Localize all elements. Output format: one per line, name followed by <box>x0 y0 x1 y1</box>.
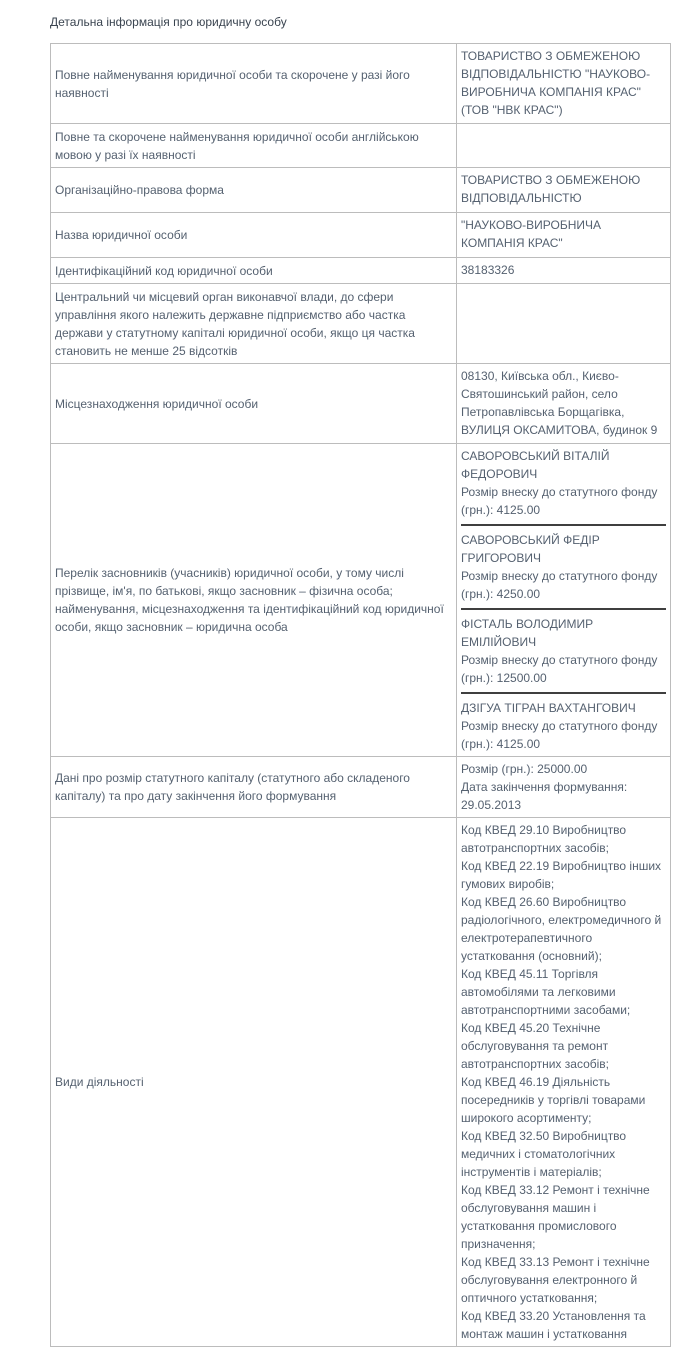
founder-contribution: Розмір внеску до статутного фонду (грн.): 4125.00 <box>461 719 658 751</box>
founder-entry <box>461 524 666 608</box>
activity-item: Код КВЕД 29.10 Виробництво автотранспортних засобів; <box>461 823 627 855</box>
activities-list <box>457 818 671 1347</box>
founder-contribution: Розмір внеску до статутного фонду (грн.): 4125.00 <box>461 485 658 517</box>
founder-name: САВОРОВСЬКИЙ ФЕДІР ГРИГОРОВИЧ <box>461 533 600 565</box>
full-name-value: ТОВАРИСТВО З ОБМЕЖЕНОЮ ВІДПОВІДАЛЬНІСТЮ "НАУКОВО-ВИРОБНИЧА КОМПАНІЯ КРАС" (ТОВ "НВК КРАС") <box>457 44 671 124</box>
founder-entry <box>461 447 666 524</box>
id-code-value: 38183326 <box>457 258 671 284</box>
table-row-authority <box>51 284 671 364</box>
founder-name: ДЗІГУА ТІГРАН ВАХТАНГОВИЧ <box>461 701 636 715</box>
capital-value <box>457 757 671 818</box>
activity-item: Код КВЕД 33.13 Ремонт і технічне обслуговування електронного й оптичного устатковання; <box>461 1255 650 1305</box>
english-name-label: Повне та скорочене найменування юридичної особи англійською мовою у разі їх наявності <box>51 124 457 168</box>
table-row-legal-form <box>51 168 671 213</box>
table-row-capital <box>51 757 671 818</box>
capital-end-date: Дата закінчення формування: 29.05.2013 <box>461 780 628 812</box>
table-row-founders <box>51 444 671 757</box>
legal-form-label: Організаційно-правова форма <box>51 168 457 213</box>
table-row-activities <box>51 818 671 1347</box>
capital-amount: Розмір (грн.): 25000.00 <box>461 762 588 776</box>
page-title: Детальна інформація про юридичну особу <box>50 15 287 29</box>
founder-entry <box>461 692 666 753</box>
full-name-label: Повне найменування юридичної особи та скорочене у разі його наявності <box>51 44 457 124</box>
founders-label: Перелік засновників (учасників) юридичної особи, у тому числі прізвище, ім'я, по батькові, якщо засновник – фізична особа; найменування, місцезнаходження та ідентифікаційний код юридичної особи, якщо засновник – юридична особа <box>51 444 457 757</box>
activity-item: Код КВЕД 45.11 Торгівля автомобілями та легковими автотранспортними засобами; <box>461 967 631 1017</box>
legal-form-value: ТОВАРИСТВО З ОБМЕЖЕНОЮ ВІДПОВІДАЛЬНІСТЮ <box>457 168 671 213</box>
activity-item: Код КВЕД 45.20 Технічне обслуговування та ремонт автотранспортних засобів; <box>461 1021 610 1071</box>
founder-name: ФІСТАЛЬ ВОЛОДИМИР ЕМІЛІЙОВИЧ <box>461 617 594 649</box>
activity-item: Код КВЕД 32.50 Виробництво медичних і стоматологічних інструментів і матеріалів; <box>461 1129 627 1179</box>
founder-contribution: Розмір внеску до статутного фонду (грн.): 4250.00 <box>461 569 658 601</box>
founder-name: САВОРОВСЬКИЙ ВІТАЛІЙ ФЕДОРОВИЧ <box>461 449 610 481</box>
activity-item: Код КВЕД 26.60 Виробництво радіологічного, електромедичного й електротерапевтичного устатковання (основний); <box>461 895 662 963</box>
table-row-full-name <box>51 44 671 124</box>
authority-value <box>457 284 671 364</box>
activity-item: Код КВЕД 33.20 Установлення та монтаж машин і устатковання <box>461 1309 646 1341</box>
activities-label: Види діяльності <box>51 818 457 1347</box>
location-value: 08130, Київська обл., Києво-Святошинський район, село Петропавлівська Борщагівка, ВУЛИЦЯ ОКСАМИТОВА, будинок 9 <box>457 364 671 444</box>
capital-label: Дані про розмір статутного капіталу (статутного або складеного капіталу) та про дату закінчення його формування <box>51 757 457 818</box>
legal-entity-details-table <box>50 43 671 1347</box>
founders-list <box>457 444 671 757</box>
authority-label: Центральний чи місцевий орган виконавчої влади, до сфери управління якого належить державне підприємство або частка держави у статутному капіталі юридичної особи, якщо ця частка становить не менше 25 відсотків <box>51 284 457 364</box>
table-row-location <box>51 364 671 444</box>
founder-entry <box>461 608 666 692</box>
location-label: Місцезнаходження юридичної особи <box>51 364 457 444</box>
english-name-value <box>457 124 671 168</box>
activity-item: Код КВЕД 22.19 Виробництво інших гумових виробів; <box>461 859 662 891</box>
id-code-label: Ідентифікаційний код юридичної особи <box>51 258 457 284</box>
name-label: Назва юридичної особи <box>51 213 457 258</box>
activity-item: Код КВЕД 33.12 Ремонт і технічне обслуговування машин і устатковання промислового призначення; <box>461 1183 650 1251</box>
founder-contribution: Розмір внеску до статутного фонду (грн.): 12500.00 <box>461 653 658 685</box>
table-row-english-name <box>51 124 671 168</box>
table-row-name <box>51 213 671 258</box>
table-row-id-code <box>51 258 671 284</box>
name-value: "НАУКОВО-ВИРОБНИЧА КОМПАНІЯ КРАС" <box>457 213 671 258</box>
activity-item: Код КВЕД 46.19 Діяльність посередників у торгівлі товарами широкого асортименту; <box>461 1075 646 1125</box>
